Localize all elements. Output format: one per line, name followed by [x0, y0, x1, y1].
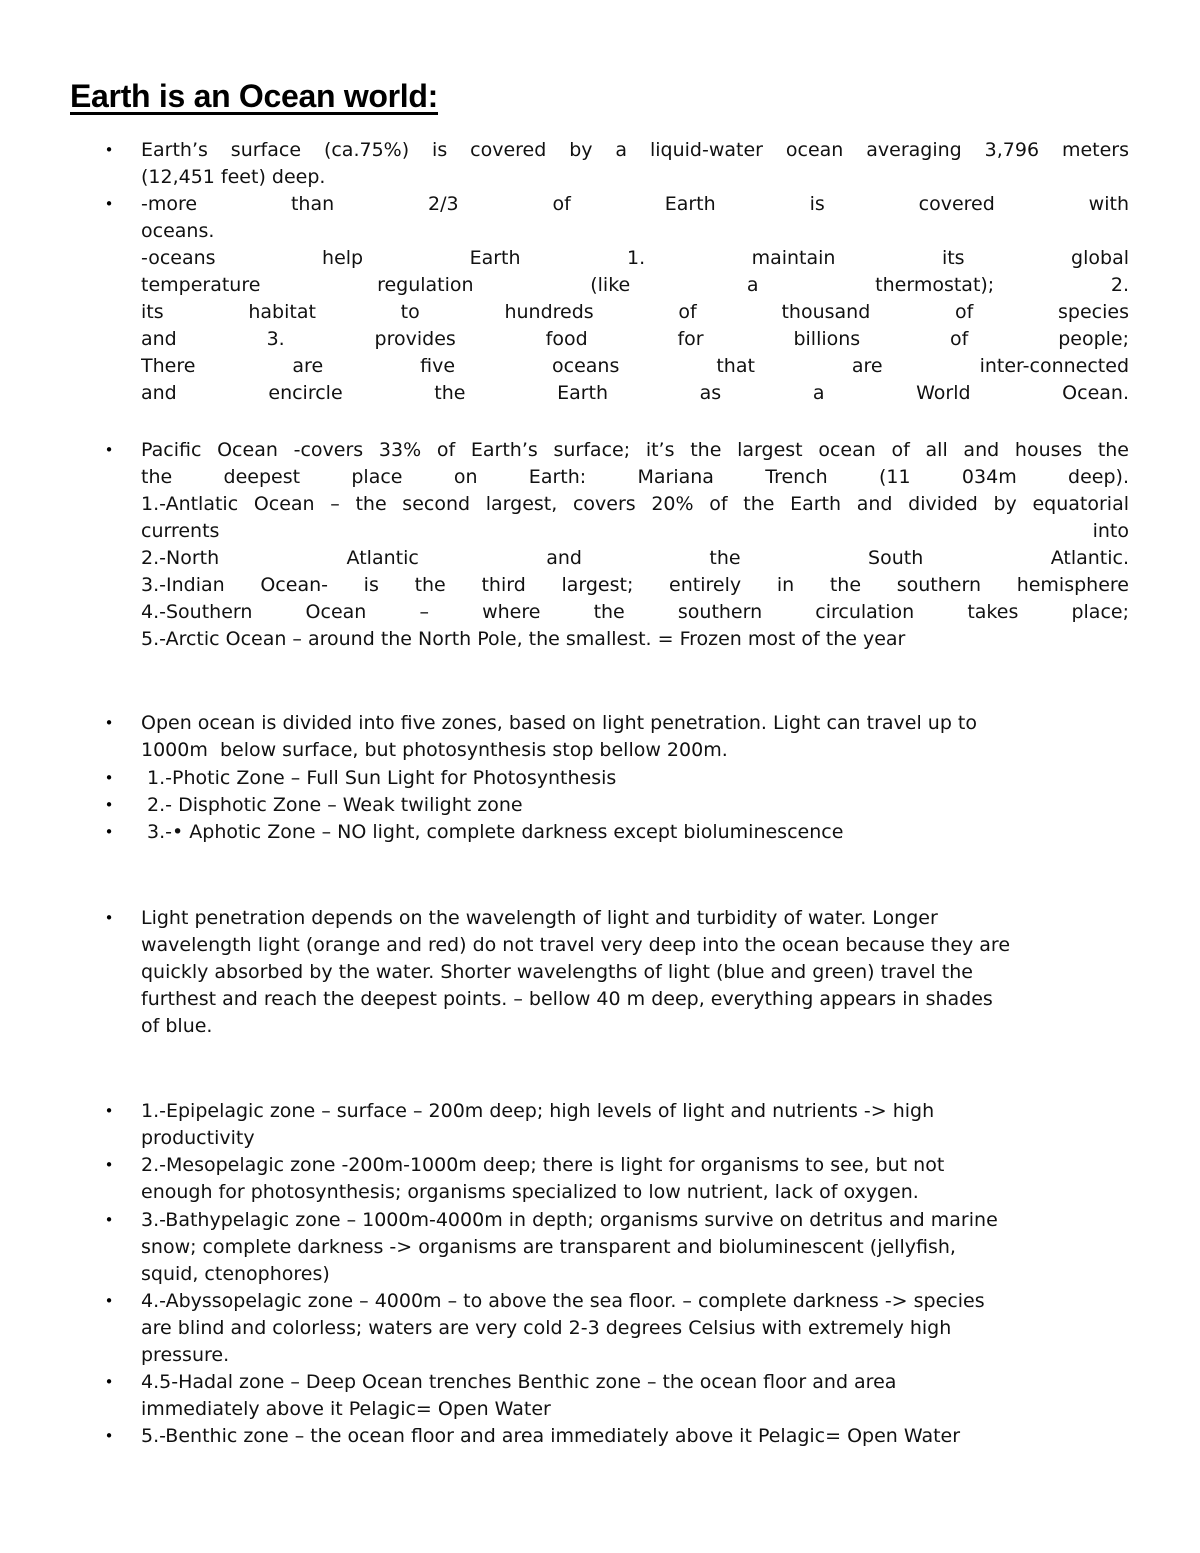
text-line: its habitat to hundreds of thousand of species — [141, 301, 1129, 323]
text-line: Open ocean is divided into five zones, based on light penetration. Light can travel up to — [141, 712, 977, 734]
text-line: temperature regulation (like a thermostat); 2. — [141, 274, 1129, 296]
text-line: 2.-Mesopelagic zone -200m-1000m deep; there is light for organisms to see, but not — [141, 1154, 945, 1176]
text-line: squid, ctenophores) — [141, 1263, 330, 1285]
text-line: pressure. — [141, 1344, 230, 1366]
bullet-icon: • — [104, 441, 114, 459]
text-line: 1.-Photic Zone – Full Sun Light for Photosynthesis — [141, 767, 617, 789]
list-item — [104, 191, 1129, 407]
text-line: 4.5-Hadal zone – Deep Ocean trenches Benthic zone – the ocean floor and area — [141, 1371, 897, 1393]
list-item — [104, 905, 1129, 1040]
text-line: productivity — [141, 1127, 255, 1149]
text-line: 1000m below surface, but photosynthesis stop bellow 200m. — [141, 739, 728, 761]
page-title: Earth is an Ocean world: — [70, 78, 439, 114]
bullet-icon: • — [104, 769, 114, 787]
text-line: Pacific Ocean -covers 33% of Earth’s surface; it’s the largest ocean of all and houses the — [141, 439, 1129, 461]
text-line: 4.-Abyssopelagic zone – 4000m – to above the sea floor. – complete darkness -> species — [141, 1290, 985, 1312]
bullet-icon: • — [104, 1292, 114, 1310]
text-line: 1.-Epipelagic zone – surface – 200m deep; high levels of light and nutrients -> high — [141, 1100, 935, 1122]
text-line: currents into — [141, 520, 1129, 542]
list-item — [104, 792, 1129, 819]
text-line: 2.-North Atlantic and the South Atlantic. — [141, 547, 1129, 569]
text-line: 5.-Arctic Ocean – around the North Pole, the smallest. = Frozen most of the year — [141, 628, 906, 650]
text-line: 3.-• Aphotic Zone – NO light, complete darkness except bioluminescence — [141, 821, 844, 843]
text-line: quickly absorbed by the water. Shorter wavelengths of light (blue and green) travel the — [141, 961, 973, 983]
text-line: 2.- Disphotic Zone – Weak twilight zone — [141, 794, 523, 816]
text-line: Light penetration depends on the wavelength of light and turbidity of water. Longer — [141, 907, 938, 929]
bullet-icon: • — [104, 909, 114, 927]
bullet-icon: • — [104, 823, 114, 841]
text-line: snow; complete darkness -> organisms are transparent and bioluminescent (jellyfish, — [141, 1236, 956, 1258]
text-line: 3.-Indian Ocean- is the third largest; entirely in the southern hemisphere — [141, 574, 1129, 596]
text-line: furthest and reach the deepest points. – bellow 40 m deep, everything appears in shades — [141, 988, 993, 1010]
text-line: 5.-Benthic zone – the ocean floor and area immediately above it Pelagic= Open Water — [141, 1425, 961, 1447]
text-line: the deepest place on Earth: Mariana Trench (11 034m deep). — [141, 466, 1129, 488]
text-line: oceans. — [141, 220, 215, 242]
text-line: -more than 2/3 of Earth is covered with — [141, 193, 1129, 215]
text-line: Earth’s surface (ca.75%) is covered by a liquid-water ocean averaging 3,796 meters — [141, 139, 1129, 161]
list-item — [104, 1098, 1129, 1152]
list-item — [104, 1423, 1129, 1450]
bullet-icon: • — [104, 1211, 114, 1229]
list-item — [104, 1369, 1129, 1423]
list-item — [104, 1207, 1129, 1288]
list-item — [104, 437, 1129, 653]
bullet-icon: • — [104, 141, 114, 159]
bullet-icon: • — [104, 1373, 114, 1391]
text-line: and encircle the Earth as a World Ocean. — [141, 382, 1129, 404]
bullet-icon: • — [104, 796, 114, 814]
text-line: 4.-Southern Ocean – where the southern circulation takes place; — [141, 601, 1129, 623]
list-item — [104, 1152, 1129, 1206]
list-item — [104, 1288, 1129, 1369]
bullet-icon: • — [104, 1427, 114, 1445]
bullet-icon: • — [104, 1156, 114, 1174]
text-line: (12,451 feet) deep. — [141, 166, 326, 188]
list-item — [104, 819, 1129, 846]
text-line: of blue. — [141, 1015, 213, 1037]
bullet-icon: • — [104, 1102, 114, 1120]
text-line: immediately above it Pelagic= Open Water — [141, 1398, 551, 1420]
list-item — [104, 765, 1129, 792]
list-item — [104, 137, 1129, 191]
bullet-icon: • — [104, 195, 114, 213]
text-line: 3.-Bathypelagic zone – 1000m-4000m in depth; organisms survive on detritus and marine — [141, 1209, 998, 1231]
list-item — [104, 710, 1129, 764]
text-line: -oceans help Earth 1. maintain its global — [141, 247, 1129, 269]
text-line: enough for photosynthesis; organisms specialized to low nutrient, lack of oxygen. — [141, 1181, 919, 1203]
text-line: and 3. provides food for billions of people; — [141, 328, 1129, 350]
text-line: 1.-Antlatic Ocean – the second largest, covers 20% of the Earth and divided by equatorial — [141, 493, 1129, 515]
text-line: wavelength light (orange and red) do not travel very deep into the ocean because they are — [141, 934, 1011, 956]
text-line: There are five oceans that are inter-connected — [141, 355, 1129, 377]
text-line: are blind and colorless; waters are very cold 2-3 degrees Celsius with extremely high — [141, 1317, 952, 1339]
bullet-icon: • — [104, 714, 114, 732]
